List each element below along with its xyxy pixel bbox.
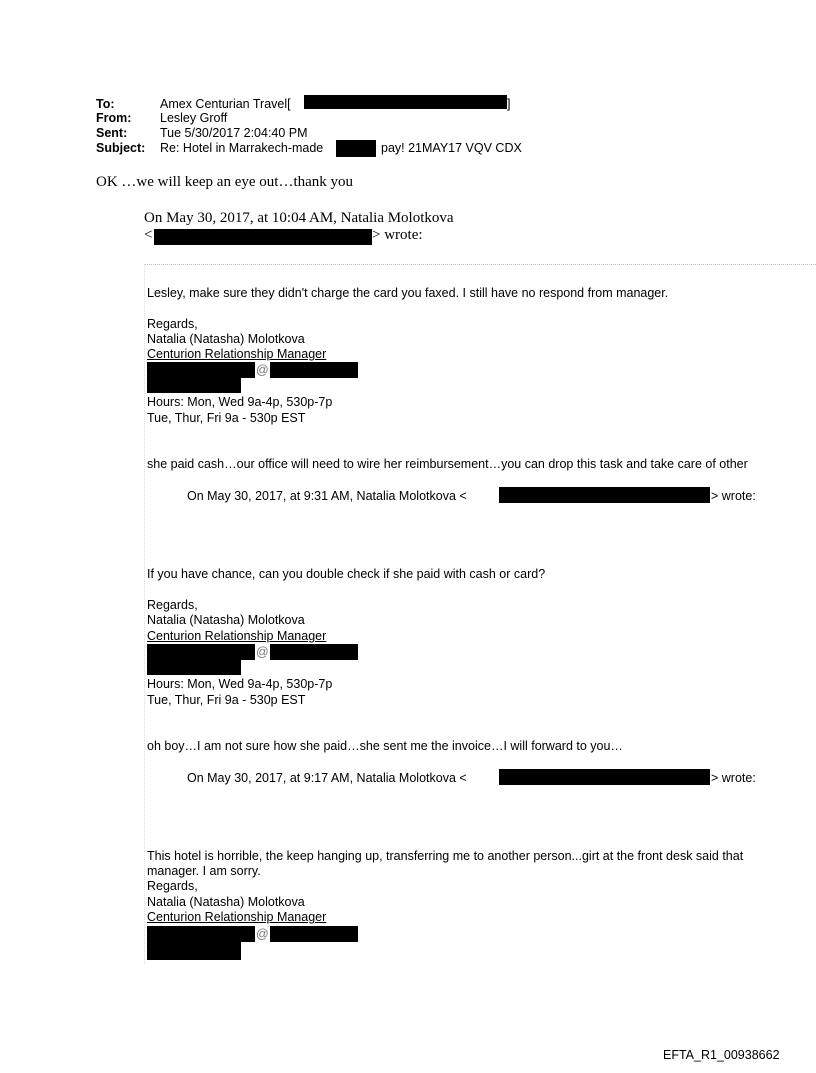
message-2: she paid cash…our office will need to wire her reimbursement…you can drop this task and take care of other (147, 457, 748, 471)
bates-number: EFTA_R1_00938662 (663, 1048, 780, 1062)
to-close: ] (507, 97, 511, 111)
sig-hours-1: Hours: Mon, Wed 9a-4p, 530p-7p (147, 395, 333, 409)
redaction-sig-3b (270, 926, 358, 942)
sig-title: Centurion Relationship Manager (147, 629, 327, 643)
sig-regards: Regards, (147, 879, 198, 893)
redaction-subject (336, 140, 376, 157)
sig-name: Natalia (Natasha) Molotkova (147, 332, 305, 346)
sig-at: @ (256, 363, 269, 377)
redaction-sig-2a (147, 644, 255, 660)
message-5-line-2: manager. I am sorry. (147, 864, 261, 878)
redaction-email-1 (154, 229, 372, 245)
to-label: To: (96, 97, 115, 111)
sig-at: @ (256, 645, 269, 659)
reply-text: OK …we will keep an eye out…thank you (96, 174, 354, 190)
to-value: Amex Centurian Travel[ (160, 97, 291, 111)
message-5-line-1: This hotel is horrible, the keep hanging up, transferring me to another person...girt at the front desk said that (147, 849, 744, 863)
sig-regards: Regards, (147, 317, 198, 331)
quote-header-2: On May 30, 2017, at 9:31 AM, Natalia Molotkova < (187, 489, 467, 503)
redaction-email-2 (499, 487, 710, 503)
quote-header-1: On May 30, 2017, at 10:04 AM, Natalia Molotkova (144, 210, 454, 226)
redaction-sig-2b (270, 644, 358, 660)
redaction-sig-1b (270, 362, 358, 378)
sent-label: Sent: (96, 126, 128, 140)
quote-open-1: < (144, 227, 153, 243)
message-4: oh boy…I am not sure how she paid…she sent me the invoice…I will forward to you… (147, 739, 623, 753)
redaction-sig-3c (147, 942, 241, 960)
sig-hours-1: Hours: Mon, Wed 9a-4p, 530p-7p (147, 677, 333, 691)
from-label: From: (96, 111, 132, 125)
quote-wrote-2: > wrote: (711, 489, 756, 503)
redaction-sig-1c (147, 378, 241, 393)
sig-hours-2: Tue, Thur, Fri 9a - 530p EST (147, 411, 306, 425)
sig-hours-2: Tue, Thur, Fri 9a - 530p EST (147, 693, 306, 707)
quote-header-3: On May 30, 2017, at 9:17 AM, Natalia Molotkova < (187, 771, 467, 785)
redaction-sig-3a (147, 926, 255, 942)
subject-value: Re: Hotel in Marrakech-made (160, 141, 324, 155)
redaction-sig-1a (147, 362, 255, 378)
redaction-to (304, 95, 507, 109)
sig-name: Natalia (Natasha) Molotkova (147, 613, 305, 627)
quote-wrote-1: > wrote: (372, 227, 423, 243)
sent-value: Tue 5/30/2017 2:04:40 PM (160, 126, 308, 140)
message-3: If you have chance, can you double check if she paid with cash or card? (147, 567, 546, 581)
quote-wrote-3: > wrote: (711, 771, 756, 785)
redaction-email-3 (499, 769, 710, 785)
sig-at: @ (256, 927, 269, 941)
sig-title: Centurion Relationship Manager (147, 910, 327, 924)
quote-divider (144, 264, 816, 265)
message-1: Lesley, make sure they didn't charge the card you faxed. I still have no respond from manager. (147, 286, 669, 300)
quote-border (144, 264, 145, 964)
sig-title: Centurion Relationship Manager (147, 347, 327, 361)
sig-regards: Regards, (147, 598, 198, 612)
redaction-sig-2c (147, 660, 241, 675)
subject-label: Subject: (96, 141, 146, 155)
subject-value-rest: pay! 21MAY17 VQV CDX (381, 141, 522, 155)
from-value: Lesley Groff (160, 111, 228, 125)
sig-name: Natalia (Natasha) Molotkova (147, 895, 305, 909)
